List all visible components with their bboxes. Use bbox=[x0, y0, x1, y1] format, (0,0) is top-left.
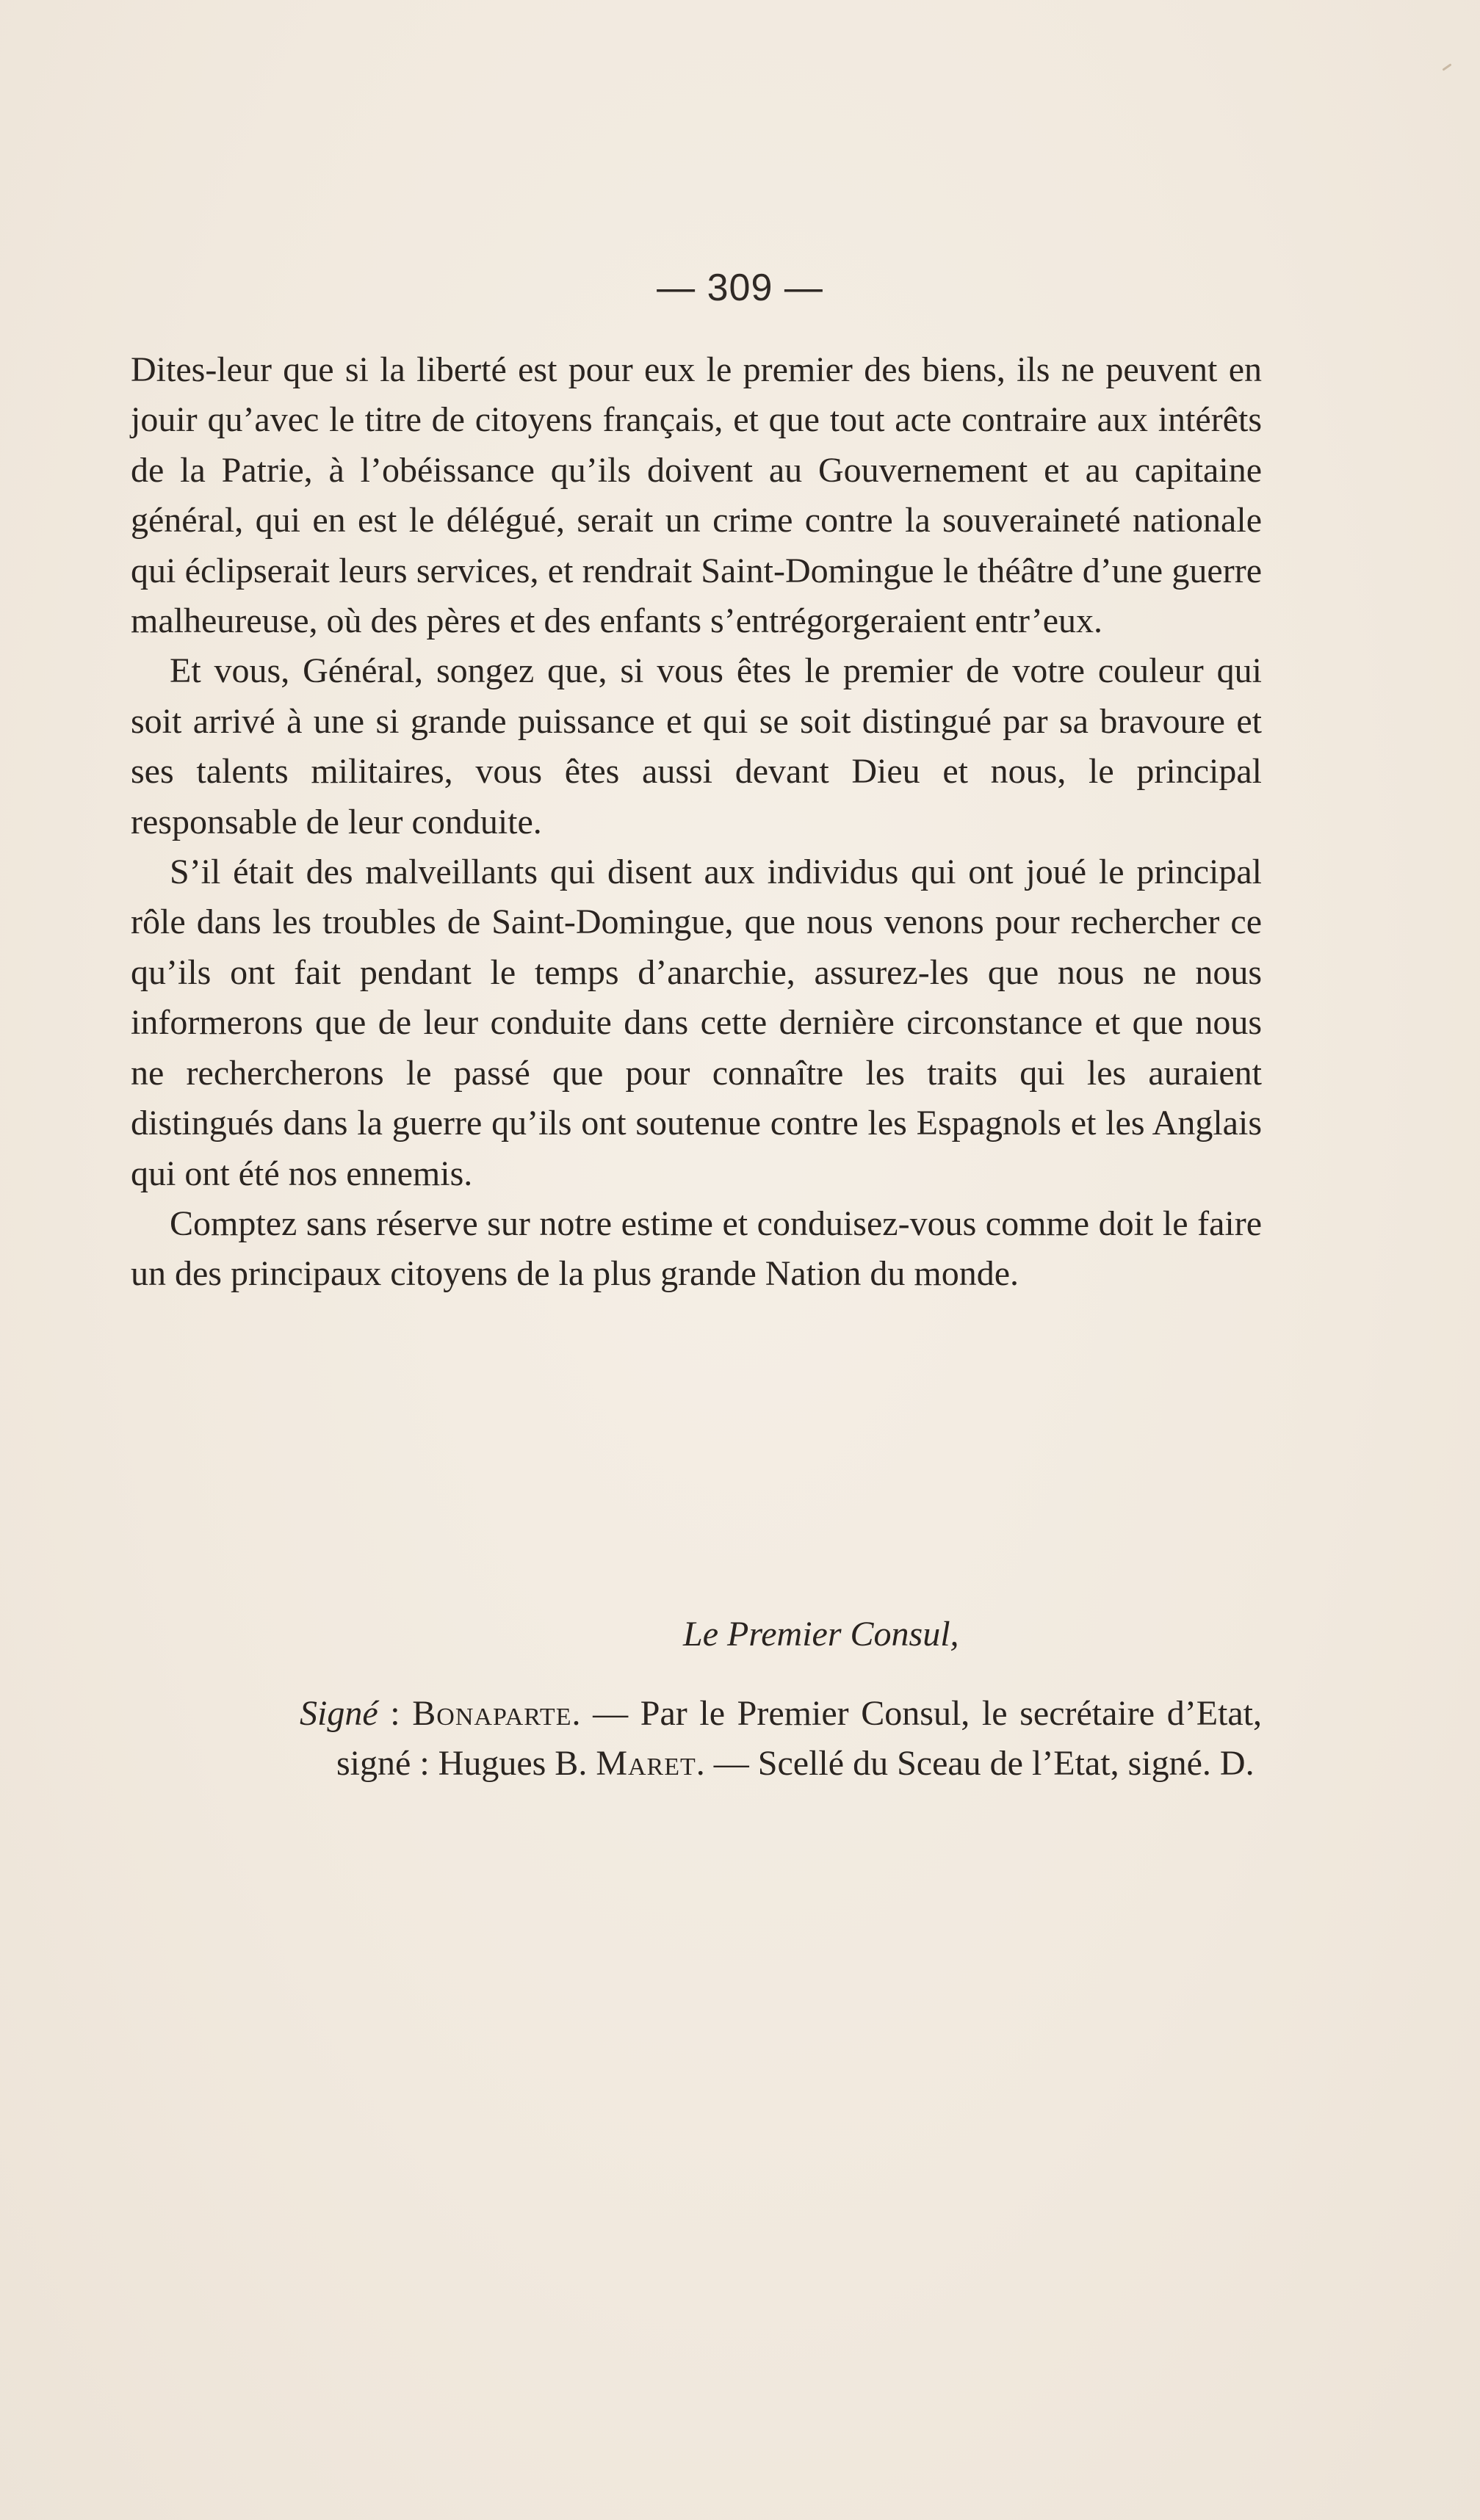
body-text bbox=[131, 345, 1262, 1300]
consul-title: Le Premier Consul, bbox=[683, 1615, 959, 1654]
paragraph-2: Et vous, Général, songez que, si vous êtes le premier de votre couleur qui soit arrivé à une si grande puissance et qui se soit distingué par sa bravoure et ses talents militaires, vous êtes aussi devant Dieu et nous, le principal responsable de leur conduite. bbox=[131, 651, 1262, 841]
closing-block bbox=[131, 1610, 1262, 1789]
seal-text: . — Scellé du Sceau de l’Etat, signé. D. bbox=[696, 1744, 1255, 1783]
secretary-name: Maret bbox=[596, 1744, 696, 1783]
signer-name: Bonaparte bbox=[412, 1694, 572, 1733]
paragraph-1: Dites-leur que si la liberté est pour eux le premier des biens, ils ne peuvent en jouir qu’avec le titre de citoyens français, et que tout acte contraire aux intérêts de la Patrie, à l’obéissance qu’ils doivent au Gouvernement et au capitaine général, qui en est le délégué, serait un crime contre la souveraineté nationale qui éclipserait leurs services, et rendrait Saint-Domingue le théâtre d’une guerre malheureuse, où des pères et des enfants s’entrégorgeraient entr’eux. bbox=[131, 350, 1262, 641]
paragraph-4: Comptez sans réserve sur notre estime et conduisez-vous comme doit le faire un des principaux citoyens de la plus grande Nation du monde. bbox=[131, 1203, 1262, 1294]
paragraph-3: S’il était des malveillants qui disent aux individus qui ont joué le principal rôle dans les troubles de Saint-Domingue, que nous venons pour rechercher ce qu’ils ont fait pendant le temps d’anarchie, assurez-les que nous ne nous informerons que de leur conduite dans cette dernière circonstance et que nous ne rechercherons le passé que pour connaître les traits qui les auraient distingués dans la guerre qu’ils ont soutenue contre les Espagnols et les Anglais qui ont été nos ennemis. bbox=[131, 852, 1262, 1193]
paper-speck bbox=[1442, 63, 1451, 70]
signature-separator: : bbox=[378, 1694, 413, 1733]
signature-text: . — Par le Premier Consul, le secrétaire d’Etat, signé : Hugues B. bbox=[336, 1694, 1262, 1783]
page-number: — 309 — bbox=[657, 267, 823, 309]
signature-block bbox=[131, 1689, 1262, 1789]
signe-label: Signé bbox=[300, 1694, 378, 1733]
